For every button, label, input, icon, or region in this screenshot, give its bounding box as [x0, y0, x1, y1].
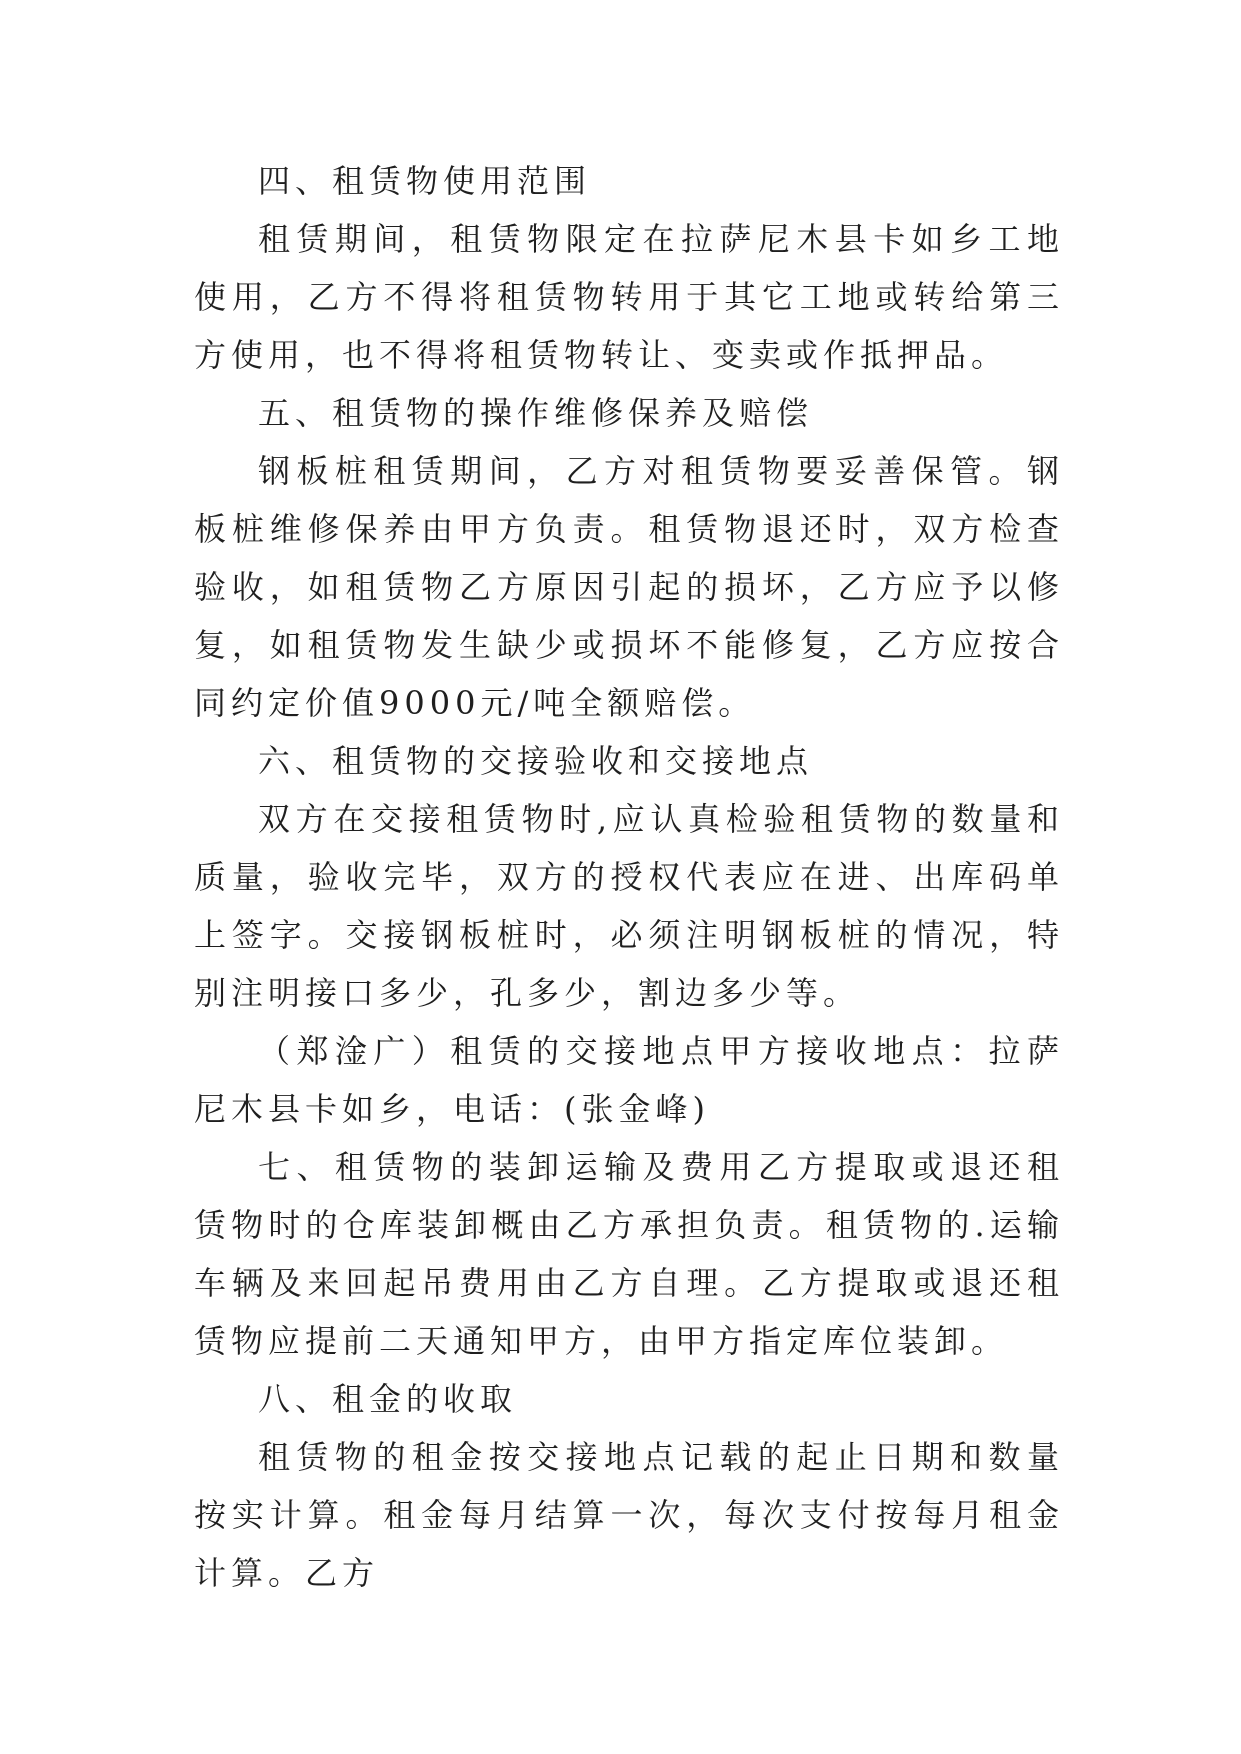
paragraph-usage-scope: 租赁期间，租赁物限定在拉萨尼木县卡如乡工地使用，乙方不得将租赁物转用于其它工地或转给第三方使用，也不得将租赁物转让、变卖或作抵押品。	[194, 220, 1064, 374]
paragraph-maintenance-compensation: 钢板桩租赁期间，乙方对租赁物要妥善保管。钢板桩维修保养由甲方负责。租赁物退还时，双方检查验收，如租赁物乙方原因引起的损坏，乙方应予以修复，如租赁物发生缺少或损坏不能修复，乙方应按合同约定价值9000元/吨全额赔偿。	[194, 452, 1064, 722]
section-heading-6: 六、租赁物的交接验收和交接地点	[258, 742, 814, 780]
paragraph-loading-transport: 七、租赁物的装卸运输及费用乙方提取或退还租赁物时的仓库装卸概由乙方承担负责。租赁物的.运输车辆及来回起吊费用由乙方自理。乙方提取或退还租赁物应提前二天通知甲方，由甲方指定库位装卸。	[194, 1148, 1064, 1360]
section-heading-5: 五、租赁物的操作维修保养及赔偿	[258, 394, 814, 432]
section-heading-8: 八、租金的收取	[258, 1380, 518, 1418]
document-body	[194, 152, 1064, 1602]
section-heading-4: 四、租赁物使用范围	[258, 162, 592, 200]
paragraph-handover-inspection: 双方在交接租赁物时,应认真检验租赁物的数量和质量，验收完毕，双方的授权代表应在进、出库码单上签字。交接钢板桩时，必须注明钢板桩的情况，特别注明接口多少，孔多少，割边多少等。	[194, 800, 1064, 1012]
paragraph-handover-location: （郑淦广）租赁的交接地点甲方接收地点：拉萨尼木县卡如乡，电话：(张金峰)	[194, 1032, 1064, 1128]
paragraph-rent-collection: 租赁物的租金按交接地点记载的起止日期和数量按实计算。租金每月结算一次，每次支付按每月租金计算。乙方	[194, 1438, 1064, 1592]
